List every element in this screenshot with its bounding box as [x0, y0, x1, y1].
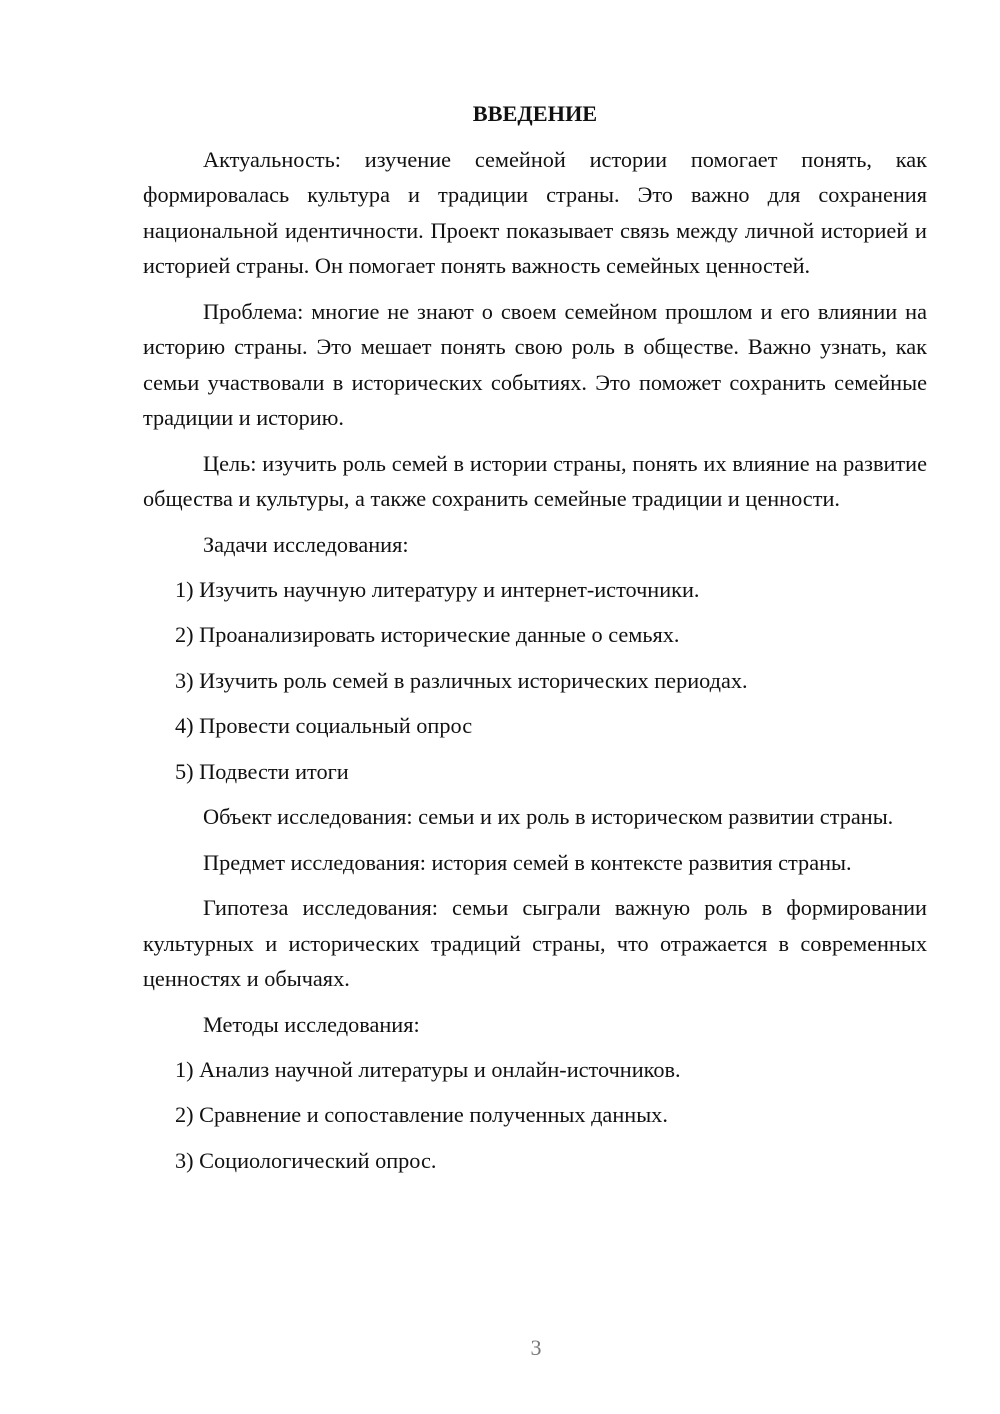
- list-item: 2) Сравнение и сопоставление полученных данных.: [175, 1102, 668, 1128]
- list-item: 4) Провести социальный опрос: [175, 713, 473, 739]
- section-title: ВВЕДЕНИЕ: [472, 101, 598, 126]
- goal-paragraph: Цель: изучить роль семей в истории страны, понять их влияние на развитие общества и культуры, а также сохранить семейные традиции и ценности.: [143, 450, 927, 511]
- page-number: 3: [530, 1335, 542, 1360]
- subject-paragraph: Предмет исследования: история семей в контексте развития страны.: [203, 849, 852, 875]
- list-item: 3) Социологический опрос.: [175, 1147, 437, 1173]
- list-item: 5) Подвести итоги: [175, 758, 349, 784]
- object-paragraph: Объект исследования: семьи и их роль в историческом развитии страны.: [203, 804, 894, 830]
- methods-heading: Методы исследования:: [203, 1011, 420, 1037]
- methods-list: [143, 1052, 927, 1178]
- relevance-paragraph: Актуальность: изучение семейной истории помогает понять, как формировалась культура и традиции страны. Это важно для сохранения национальной идентичности. Проект показывает связь между личной историей и историей страны. Он помогает понять важность семейных ценностей.: [143, 146, 927, 278]
- tasks-list: [143, 572, 927, 789]
- list-item: 1) Изучить научную литературу и интернет-источники.: [175, 577, 700, 602]
- list-item: 3) Изучить роль семей в различных исторических периодах.: [175, 667, 748, 693]
- hypothesis-paragraph: Гипотеза исследования: семьи сыграли важную роль в формировании культурных и исторических традиций страны, что отражается в современных ценностях и обычаях.: [143, 895, 927, 992]
- list-item: 1) Анализ научной литературы и онлайн-источников.: [175, 1057, 681, 1083]
- list-item: 2) Проанализировать исторические данные о семьях.: [175, 622, 680, 648]
- tasks-heading: Задачи исследования:: [203, 531, 409, 557]
- problem-paragraph: Проблема: многие не знают о своем семейном прошлом и его влиянии на историю страны. Это мешает понять свою роль в обществе. Важно узнать, как семьи участвовали в исторических событиях. Это поможет сохранить семейные традиции и историю.: [143, 298, 927, 430]
- page-content: [143, 96, 927, 1188]
